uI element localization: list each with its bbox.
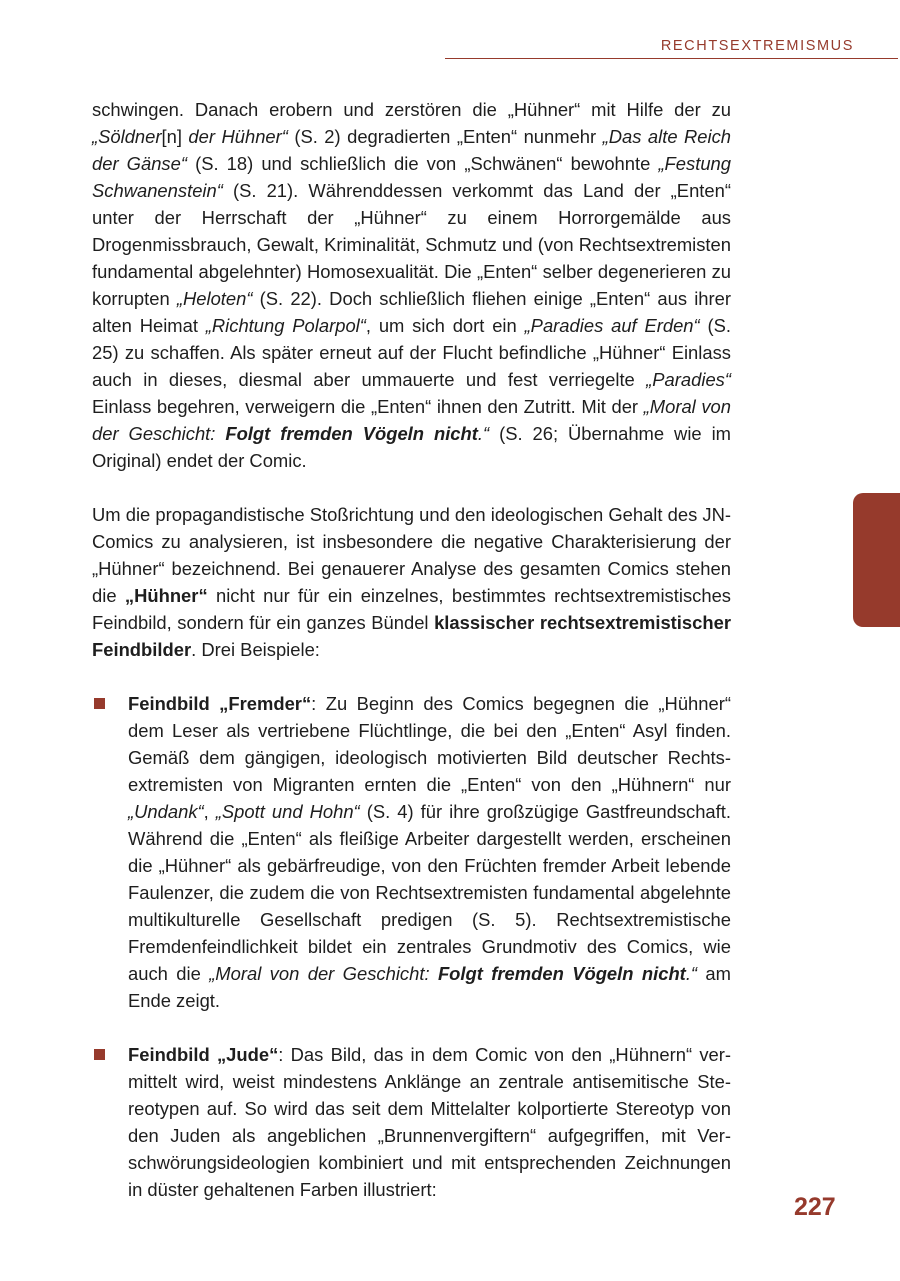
- text-run: , um sich dort ein: [365, 315, 525, 336]
- text-run-italic: „Spott und Hohn“: [215, 801, 360, 822]
- text-run: Um die propagandistische Stoßrichtung und den ideologischen Gehalt des JN-Comics zu analysieren, ist insbesondere die negative Charakterisierung der „Hühner“ bezeichnend. Bei genauerer Analyse des gesamten Comics stehen die: [92, 504, 731, 606]
- text-run: . Drei Beispiele:: [191, 639, 320, 660]
- text-run: nicht nur für ein einzelnes, bestimmtes rechtsextremistisches Feindbild, sondern für ein ganzes Bündel: [92, 585, 731, 633]
- bullet-feindbild-fremder: [92, 690, 731, 1014]
- text-run-bold: „Hühner“: [124, 585, 208, 606]
- text-run-bold: klassischer rechtsextremistischer Feindbilder: [92, 612, 731, 660]
- paragraph-comic-summary: [92, 96, 731, 474]
- text-run: : Das Bild, das in dem Comic von den „Hühnern“ vermittelt wird, weist mindestens Anklänge an zentrale antisemitische Stereotypen auf. So wird das seit dem Mittelalter kolportierte Stereotyp von den Juden als angeblichen „Brunnenvergiftern“ aufgegriffen, mit Verschwörungsideologien kombiniert und mit entsprechenden Zeichnungen in düster gehaltenen Farben illustriert:: [128, 1044, 731, 1200]
- text-run-bold-italic: Folgt fremden Vögeln nicht: [437, 963, 686, 984]
- text-run-italic: „Paradies auf Erden“: [524, 315, 700, 336]
- text-run: ,: [203, 801, 216, 822]
- text-run-italic: „Moral von der Geschicht:: [209, 963, 438, 984]
- text-run: (S. 25) zu schaffen. Als später erneut auf der Flucht befindliche „Hühner“ Einlass auch in dieses, diesmal aber ummauerte und fest verriegelte: [92, 315, 731, 390]
- text-run-italic: „Das alte Reich der Gänse“: [92, 126, 732, 174]
- text-run-italic: der Hühner“: [188, 126, 288, 147]
- text-run-italic: „Festung Schwanenstein“: [92, 153, 732, 201]
- bullet-feindbild-jude: [92, 1041, 731, 1203]
- text-run: (S. 21). Währenddessen verkommt das Land der „Enten“ unter der Herrschaft der „Hühner“ zu einem Horrorgemälde aus Drogenmissbrauch, Gewalt, Kriminalität, Schmutz und (von Rechtsextremisten fundamental abgelehnter) Homosexualität. Die „Enten“ selber degenerieren zu korrupten: [92, 180, 731, 309]
- text-run: (S. 4) für ihre großzügige Gastfreundschaft. Während die „Enten“ als fleißige Arbeiter dargestellt werden, erscheinen die „Hühner“ als gebärfreudige, von den Früchten fremder Arbeit lebende Faulenzer, die zudem die von Rechtsextremisten fundamental abgelehnte multikulturelle Gesellschaft predigen (S. 5). Rechtsextremistische Fremdenfeindlichkeit bildet ein zentrales Grundmotiv des Comics, wie auch die: [128, 801, 731, 984]
- page-number: 227: [794, 1193, 836, 1221]
- text-run: (S. 22). Doch schließlich fliehen einige „Enten“ aus ihrer alten Heimat: [92, 288, 731, 336]
- text-run: schwingen. Danach erobern und zerstören die „Hühner“ mit Hilfe der zu: [92, 99, 731, 120]
- text-run: [n]: [161, 126, 189, 147]
- text-run: : Zu Beginn des Comics begegnen die „Hühner“ dem Leser als vertriebene Flüchtlinge, die bei den „Enten“ Asyl finden. Gemäß dem gängigen, ideologisch motivierten Bild deutscher Rechtsextremisten von Migranten ernten die „Enten“ von den „Hühnern“ nur: [128, 693, 731, 795]
- text-run-italic: „Richtung Polarpol“: [205, 315, 366, 336]
- text-run-bold-italic: Folgt fremden Vögeln nicht: [225, 423, 478, 444]
- text-run: (S. 26; Übernahme wie im Original) endet der Comic.: [92, 423, 731, 471]
- text-run-italic: „Söldner: [92, 126, 162, 147]
- bullet-heading: Feindbild „Jude“: [128, 1044, 279, 1065]
- text-run-italic: „Moral von der Geschicht:: [92, 396, 732, 444]
- text-run: (S. 18) und schließlich die von „Schwänen“ bewohnte: [186, 153, 659, 174]
- text-run-italic: „Undank“: [128, 801, 204, 822]
- text-run: Einlass begehren, verweigern die „Enten“ ihnen den Zutritt. Mit der: [92, 396, 644, 417]
- text-run-italic: „Paradies“: [646, 369, 731, 390]
- text-run-italic: .“: [685, 963, 698, 984]
- body-text: [92, 96, 731, 1230]
- text-run-italic: „Heloten“: [176, 288, 253, 309]
- text-run: (S. 2) degradierten „Enten“ nunmehr: [287, 126, 603, 147]
- paragraph-analysis-intro: [92, 501, 731, 663]
- bullet-square-icon: [94, 1049, 105, 1060]
- bullet-square-icon: [94, 698, 105, 709]
- text-run: am Ende zeigt.: [128, 963, 731, 1011]
- running-header: RECHTSEXTREMISMUS: [660, 38, 854, 54]
- text-run-italic: .“: [477, 423, 490, 444]
- header-rule: [445, 58, 898, 59]
- bullet-heading: Feindbild „Fremder“: [128, 693, 312, 714]
- chapter-tab-marker: [853, 493, 900, 627]
